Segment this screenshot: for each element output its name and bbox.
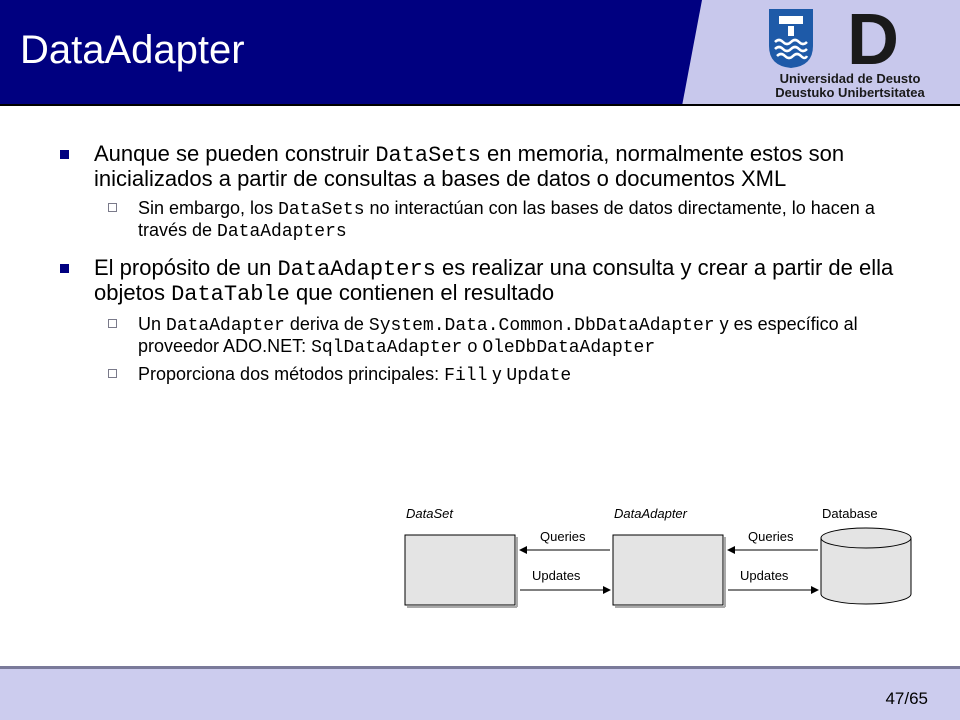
hollow-square-icon — [108, 369, 117, 378]
bullet-2 — [60, 256, 900, 306]
logo-line1: Universidad de Deusto — [779, 71, 921, 86]
queries-label-2: Queries — [748, 529, 794, 544]
code-term: Fill — [444, 366, 488, 386]
dataadapter-diagram — [400, 500, 920, 620]
updates-label-2: Updates — [740, 568, 789, 583]
sub-text: o — [462, 336, 483, 356]
sub-text: deriva de — [284, 314, 369, 334]
sub-text: Proporciona dos métodos principales: — [138, 364, 445, 384]
slide-header — [0, 0, 960, 106]
code-term: DataTable — [171, 282, 290, 307]
code-term: DataAdapters — [277, 257, 436, 282]
code-term: DataSets — [278, 200, 365, 220]
sub-bullet-1-1 — [60, 198, 900, 242]
code-term: Update — [506, 366, 572, 386]
sub-text: no interactúan con las bases de datos directamente, lo hacen a través de — [138, 198, 875, 240]
code-term: OleDbDataAdapter — [482, 338, 656, 358]
slide-footer — [0, 666, 960, 720]
hollow-square-icon — [108, 203, 117, 212]
bullet-1 — [60, 142, 900, 190]
dataset-label: DataSet — [406, 506, 453, 521]
code-term: SqlDataAdapter — [311, 338, 463, 358]
sub-text: Un — [138, 314, 167, 334]
sub-text: y es específico al proveedor ADO.NET: — [138, 314, 858, 356]
sub-bullet-2-1 — [60, 314, 900, 358]
queries-label-1: Queries — [540, 529, 586, 544]
logo-emblem — [755, 6, 945, 70]
logo-line2: Deustuko Unibertsitatea — [775, 85, 925, 100]
updates-label-1: Updates — [532, 568, 581, 583]
slide-content — [60, 142, 900, 392]
bullet-text: El propósito de un — [94, 255, 278, 280]
hollow-square-icon — [108, 319, 117, 328]
code-term: DataSets — [375, 143, 481, 168]
code-term: System.Data.Common.DbDataAdapter — [368, 316, 715, 336]
sub-bullet-2-2 — [60, 364, 900, 386]
logo-letter: D — [847, 6, 899, 70]
dataset-box — [405, 535, 515, 605]
sub-text: Sin embargo, los — [138, 198, 279, 218]
bullet-text: Aunque se pueden construir — [94, 141, 376, 166]
sub-text: y — [487, 364, 507, 384]
bullet-square-icon — [60, 264, 69, 273]
dataadapter-label: DataAdapter — [614, 506, 687, 521]
dataadapter-box — [613, 535, 723, 605]
code-term: DataAdapter — [166, 316, 285, 336]
bullet-text: que contienen el resultado — [289, 280, 555, 305]
university-logo — [755, 6, 945, 102]
page-number: 47/65 — [885, 689, 928, 708]
code-term: DataAdapters — [217, 222, 347, 242]
slide-title: DataAdapter — [20, 28, 245, 72]
bullet-text: en memoria, normalmente estos son inicializados a partir de consultas a bases de datos o documentos XML — [94, 141, 845, 191]
database-label: Database — [822, 506, 878, 521]
bullet-square-icon — [60, 150, 69, 159]
bullet-text: es realizar una consulta y crear a partir de ella objetos — [94, 255, 894, 305]
